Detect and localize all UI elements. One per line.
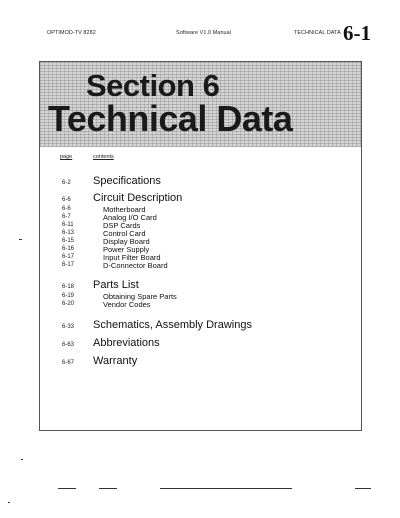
toc-title: Abbreviations	[93, 337, 160, 349]
toc-title: Vendor Codes	[103, 300, 151, 309]
toc-title: Control Card	[103, 229, 146, 238]
toc-page-number: 6-2	[62, 180, 71, 186]
header-page-number: 6-1	[343, 21, 371, 45]
toc-subentry[interactable]	[0, 301, 400, 313]
toc-page-number: 6-6	[62, 206, 71, 212]
toc-page-number: 6-13	[62, 230, 75, 236]
toc-title: Analog I/O Card	[103, 213, 157, 222]
toc-entry[interactable]	[0, 193, 400, 205]
toc-title: Specifications	[93, 175, 161, 187]
scan-mark	[99, 488, 117, 489]
toc-page-number: 6-67	[62, 360, 75, 366]
column-header-page: page	[60, 154, 73, 160]
toc-title: Input Filter Board	[103, 253, 161, 262]
scan-mark	[19, 239, 22, 240]
toc-title: Obtaining Spare Parts	[103, 292, 177, 301]
toc-page-number: 6-17	[62, 262, 75, 268]
scan-mark	[58, 488, 76, 489]
toc-title: Motherboard	[103, 205, 146, 214]
toc-page-number: 6-11	[62, 222, 74, 228]
section-title-heading: Technical Data	[48, 98, 293, 139]
toc-entry[interactable]	[0, 320, 400, 332]
toc-page-number: 6-16	[62, 246, 75, 252]
toc-title: Display Board	[103, 237, 150, 246]
section-banner	[40, 62, 361, 147]
toc-entry[interactable]	[0, 356, 400, 368]
toc-page-number: 6-20	[62, 301, 75, 307]
toc-title: DSP Cards	[103, 221, 141, 230]
toc-title: Circuit Description	[93, 192, 183, 204]
header-manual-title: Software V1.0 Manual	[176, 30, 232, 36]
toc-entry[interactable]	[0, 338, 400, 350]
toc-page-number: 6-6	[62, 197, 71, 203]
section-number-heading: Section 6	[86, 68, 220, 103]
toc-title: Schematics, Assembly Drawings	[93, 319, 252, 331]
toc-page-number: 6-15	[62, 238, 75, 244]
scan-mark	[160, 488, 292, 489]
toc-title: Warranty	[93, 355, 138, 367]
toc-entry[interactable]	[0, 280, 400, 292]
toc-page-number: 6-17	[62, 254, 75, 260]
scan-mark	[8, 502, 10, 503]
toc-page-number: 6-18	[62, 284, 75, 290]
toc-title: D-Connector Board	[103, 261, 168, 270]
column-header-contents: contents	[93, 154, 114, 160]
toc-entry[interactable]	[0, 176, 400, 188]
toc-page-number: 6-33	[62, 324, 75, 330]
scan-mark	[355, 488, 371, 489]
toc-page-number: 6-63	[62, 342, 75, 348]
header-product-name: OPTIMOD-TV 8282	[47, 30, 96, 36]
toc-page-number: 6-7	[62, 214, 71, 220]
toc-title: Power Supply	[103, 245, 150, 254]
header-section-name: TECHNICAL DATA	[294, 30, 341, 36]
toc-subentry[interactable]	[0, 262, 400, 274]
toc-page-number: 6-19	[62, 293, 75, 299]
scan-mark	[21, 459, 23, 460]
toc-title: Parts List	[93, 279, 139, 291]
